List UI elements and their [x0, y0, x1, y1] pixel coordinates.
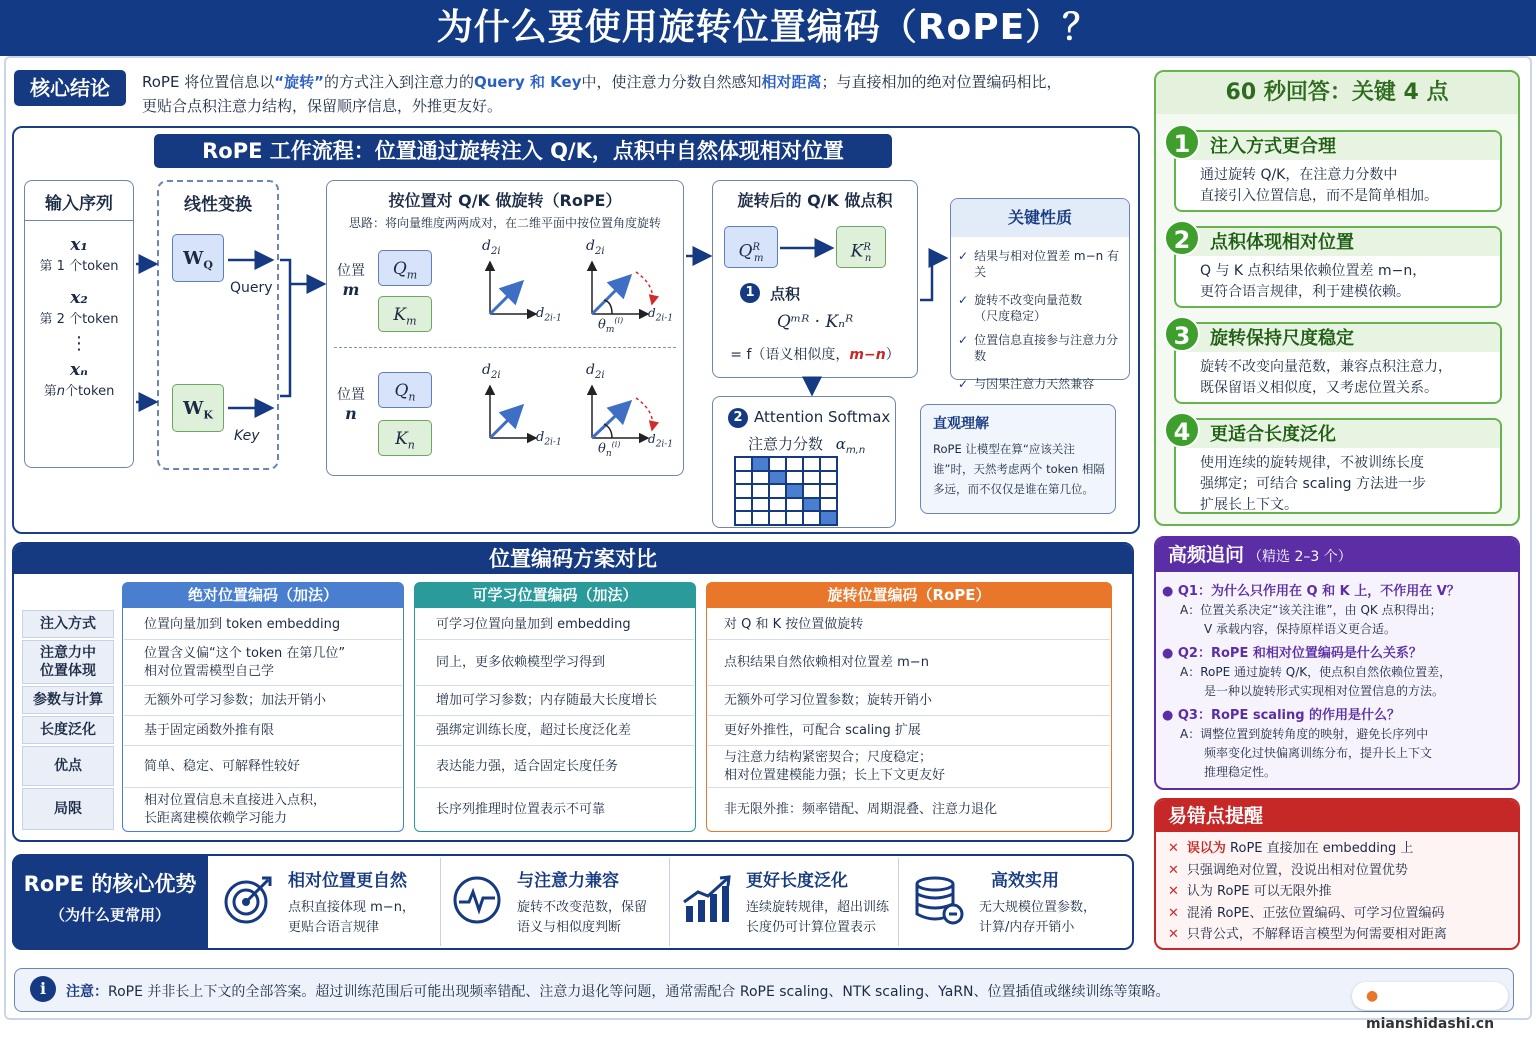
compare-cell: 与注意力结构紧密契合；尺度稳定； 相对位置建模能力强；长上下文更友好: [708, 746, 1110, 788]
intuition-title: 直观理解: [933, 416, 989, 432]
compare-cell: 增加可学习参数；内存随最大长度增长: [416, 686, 694, 716]
advantage-text: 点积直接体现 m−n，: [288, 900, 415, 915]
answer-item-text: 既保留语义相似度，又考虑位置关系。: [1200, 380, 1438, 396]
compare-cell: 长序列推理时位置表示不可靠: [436, 802, 606, 817]
kr-label: K: [850, 241, 864, 262]
theta-sub: n: [605, 448, 612, 459]
pos-m-var: m: [342, 280, 360, 299]
question-text: Q2：RoPE 和相对位置编码是什么关系？: [1177, 646, 1422, 661]
d-label: d: [648, 432, 656, 446]
advantage-title: 与注意力兼容: [517, 871, 619, 891]
answer-item: [1164, 316, 1510, 404]
intuition-text: RoPE 让模型在算“应该关注谁”时，天然考虑两个 token 相隔多远，而不仅仅是谁在第几位。: [933, 442, 1105, 496]
compare-cell: 无额外可学习位置参数；旋转开销小: [708, 686, 1110, 716]
compare-cell: 点积结果自然依赖相对位置差 m−n: [708, 640, 1110, 686]
step2-badge: 2: [728, 408, 748, 428]
answer-item-text: 强绑定；可结合 scaling 方法进一步: [1200, 476, 1427, 492]
qn-label: Q: [394, 381, 409, 401]
bullet-icon: ●: [1162, 646, 1178, 661]
compare-row-label: 优点: [22, 746, 114, 786]
core-text-b: “旋转”: [274, 73, 324, 91]
mistake-text: RoPE 直接加在 embedding 上: [1225, 841, 1414, 856]
qm-label: Q: [392, 259, 407, 279]
mistake-item: [1168, 903, 1514, 925]
mistakes-header: 易错点提醒: [1156, 800, 1518, 832]
mistake-text: 只背公式，不解释语言模型为何需要相对距离: [1186, 927, 1447, 942]
d-sub: 2i: [490, 245, 501, 257]
advantages-header: [12, 854, 208, 950]
eq-a: = f（语义相似度，: [730, 347, 850, 363]
step-number-badge: 4: [1164, 412, 1200, 448]
followup-answer: 频率变化过快偏离训练分布，提升长上下文: [1204, 746, 1433, 760]
theta-label: θ: [598, 441, 606, 457]
note-label: 注意：: [66, 984, 108, 1000]
advantage-title: 相对位置更自然: [288, 871, 407, 891]
followup-answer: V 承载内容，保持原样语义更合适。: [1204, 622, 1397, 636]
mistake-item: [1168, 860, 1514, 882]
growth-chart-icon: [680, 874, 736, 930]
token-2-label: 第 2 个token: [39, 312, 119, 327]
question-text: Q1：为什么只作用在 Q 和 K 上，不作用在 V？: [1177, 584, 1460, 599]
properties-title: 关键性质: [951, 199, 1129, 237]
mistake-emphasis: 误以为: [1186, 841, 1226, 856]
advantages-title: RoPE 的核心优势: [23, 872, 197, 896]
advantage-item: [441, 858, 670, 946]
mistake-text: 混淆 RoPE、正弦位置编码、可学习位置编码: [1186, 905, 1445, 921]
compare-header: 位置编码方案对比: [14, 544, 1132, 574]
mistake-item: [1168, 838, 1514, 860]
pos-m-word: 位置: [337, 263, 365, 279]
answer-item: [1164, 124, 1510, 212]
answer-item-text: 旋转不改变向量范数，兼容点积注意力，: [1200, 359, 1452, 375]
compare-cell: 无额外可学习参数；加法开销小: [124, 686, 402, 716]
d-sub: 2i-1: [655, 313, 674, 324]
followup-subtitle: （精选 2–3 个）: [1248, 549, 1352, 565]
rotation-arcs: [604, 272, 653, 438]
compare-column-header: 绝对位置编码（加法）: [122, 582, 404, 608]
question-text: Q3：RoPE scaling 的作用是什么？: [1177, 708, 1401, 723]
rotate-title: 按位置对 Q/K 做旋转（RoPE）: [388, 191, 622, 210]
answer-item-title: 旋转保持尺度稳定: [1210, 328, 1354, 349]
mistake-text: 只强调绝对位置，没说出相对位置优势: [1186, 862, 1408, 878]
wk-sub: K: [203, 408, 213, 422]
d-sub: 2i: [594, 369, 605, 381]
wq-sub: Q: [203, 258, 213, 272]
mistake-item: [1168, 881, 1514, 903]
compare-cell: 位置含义偏“这个 token 在第几位” 相对位置需模型自己学: [124, 640, 402, 686]
advantage-item: [899, 858, 1128, 946]
d-label: d: [536, 430, 545, 445]
d-label: d: [482, 362, 491, 378]
kn-label: K: [395, 429, 408, 449]
step-number-badge: 2: [1164, 220, 1200, 256]
cross-icon: ✕: [1168, 905, 1179, 921]
cross-icon: ✕: [1168, 862, 1179, 878]
compare-column-header: 可学习位置编码（加法）: [414, 582, 696, 608]
answer-item-text: 更符合语言规律，利于建模依赖。: [1200, 284, 1410, 300]
info-icon: i: [30, 976, 56, 1002]
check-icon: ✓: [958, 249, 969, 263]
compare-row-label: 局限: [22, 788, 114, 830]
answer-title: 60 秒回答：关键 4 点: [1156, 72, 1518, 114]
advantage-title: 高效实用: [991, 871, 1059, 891]
advantages-list: [212, 858, 1128, 946]
prop-text: 旋转不改变向量范数（尺度稳定）: [974, 293, 1083, 323]
d-label: d: [586, 362, 595, 378]
answer-item-text: Q 与 K 点积结果依赖位置差 m−n，: [1200, 263, 1427, 279]
advantage-title: 更好长度泛化: [746, 871, 848, 891]
step1-badge: 1: [740, 283, 760, 303]
compare-cell: 同上，更多依赖模型学习得到: [416, 640, 694, 686]
followup-title: 高频追问: [1168, 544, 1245, 566]
advantage-text: 计算/内存开销小: [979, 920, 1075, 935]
d-sub: 2i-1: [544, 437, 562, 448]
wq-label: W: [183, 248, 204, 269]
query-label: Query: [230, 280, 273, 296]
eq-b: m−n: [849, 347, 886, 363]
compare-cell: 强绑定训练长度，超过长度泛化差: [416, 716, 694, 746]
d-label: d: [648, 306, 656, 320]
watermark-text: mianshidashi.cn: [1366, 1016, 1495, 1032]
token-dots: ⋮: [70, 333, 88, 354]
token-n-c: 个token: [64, 384, 115, 399]
compare-cell: 表达能力强，适合固定长度任务: [416, 746, 694, 788]
softmax-title: Attention Softmax: [754, 408, 891, 426]
input-title: 输入序列: [25, 189, 133, 221]
prop-text: 与因果注意力天然兼容: [974, 377, 1095, 391]
token-x1: x₁: [70, 235, 88, 255]
d-sub: 2i-1: [655, 439, 674, 450]
alpha-symbol: α: [835, 435, 846, 453]
advantage-text: 更贴合语言规律: [288, 920, 380, 935]
rotation-vectors: [490, 276, 630, 438]
advantages-subtitle: （为什么更常用）: [49, 906, 170, 924]
core-text-line2: 更贴合点积注意力结构，保留顺序信息，外推更友好。: [142, 97, 503, 115]
note-text: [66, 981, 1336, 1001]
d-label: d: [536, 306, 545, 321]
followup-header: [1156, 538, 1518, 572]
followup-answer: 推理稳定性。: [1204, 765, 1277, 779]
qm-sub: m: [406, 268, 418, 282]
compare-cell: 可学习位置向量加到 embedding: [416, 610, 694, 640]
qr-sup: R: [752, 242, 760, 253]
compare-column-header: 旋转位置编码（RoPE）: [706, 582, 1112, 608]
flow-arrows: [136, 245, 946, 408]
compare-row-label: 长度泛化: [22, 716, 114, 744]
note-body: RoPE 并非长上下文的全部答案。超过训练范围后可能出现频率错配、注意力退化等问题，通常需配合 RoPE scaling、NTK scaling、YaRN、位置插值或继续训练等策略。: [108, 984, 1170, 1000]
pos-n-word: 位置: [337, 387, 365, 403]
kn-sub: n: [407, 438, 415, 452]
followup-answer: A：位置关系决定“该关注谁”，由 QK 点积得出；: [1180, 603, 1442, 617]
advantage-text: 语义与相似度判断: [517, 920, 622, 935]
kr-sup: R: [863, 242, 871, 253]
theta-sub: m: [605, 324, 615, 335]
key-label: Key: [234, 428, 260, 444]
followup-answer: 是一种以旋转形式实现相对位置信息的方法。: [1204, 684, 1445, 698]
theta-sup: (i): [614, 316, 624, 325]
d-sub: 2i: [490, 369, 501, 381]
answer-item-title: 更适合长度泛化: [1210, 424, 1336, 445]
followup-item: [1162, 704, 1516, 780]
answer-item-text: 通过旋转 Q/K，在注意力分数中: [1200, 167, 1398, 183]
compare-row-label: 注意力中 位置体现: [22, 640, 114, 684]
page-title: 为什么要使用旋转位置编码（RoPE）？: [0, 0, 1536, 56]
database-icon: [911, 874, 967, 930]
cross-icon: ✕: [1168, 884, 1179, 899]
dot-formula: Qᵐᴿ · Kₙᴿ: [776, 312, 854, 332]
d-sub: 2i-1: [544, 313, 562, 324]
advantage-item: [670, 858, 899, 946]
core-text-d: Query 和 Key: [473, 73, 582, 91]
token-1-label: 第 1 个token: [39, 259, 119, 274]
d-label: d: [586, 238, 595, 254]
eq-c: ）: [885, 347, 900, 363]
advantage-text: 连续旋转规律，超出训练: [746, 900, 890, 915]
compare-cell: 位置向量加到 token embedding: [124, 610, 402, 640]
followup-item: [1162, 580, 1516, 637]
check-icon: ✓: [958, 333, 969, 347]
answer-item-text: 直接引入位置信息，而不是简单相加。: [1200, 188, 1438, 204]
answer-item-text: 使用连续的旋转规律，不被训练长度: [1200, 455, 1424, 471]
core-text-a: RoPE 将位置信息以: [142, 73, 275, 91]
softmax-sub-text: 注意力分数: [748, 435, 824, 453]
answer-item-text: 扩展长上下文。: [1200, 497, 1298, 513]
compare-table: [22, 582, 1122, 834]
answer-item: [1164, 220, 1510, 308]
prop-text: 结果与相对位置差 m−n 有关: [974, 249, 1120, 279]
step-number-badge: 3: [1164, 316, 1200, 352]
cross-icon: ✕: [1168, 841, 1179, 856]
pos-n-var: n: [345, 404, 357, 423]
mistake-text: 认为 RoPE 可以无限外推: [1186, 884, 1332, 899]
prop-text: 位置信息直接参与注意力分数: [974, 333, 1119, 363]
check-icon: ✓: [958, 377, 969, 391]
bullet-icon: ●: [1162, 708, 1178, 723]
cross-icon: ✕: [1168, 927, 1179, 942]
followup-item: [1162, 642, 1516, 699]
compare-row-label: 参数与计算: [22, 686, 114, 714]
watermark-dot: ●: [1366, 988, 1379, 1004]
check-icon: ✓: [958, 293, 969, 307]
km-label: K: [393, 305, 407, 325]
token-n-b: n: [56, 384, 65, 399]
compare-cell: 简单、稳定、可解释性较好: [124, 746, 402, 788]
token-n-a: 第: [43, 384, 57, 399]
followup-answer: A：调整位置到旋转角度的映射，避免长序列中: [1180, 727, 1429, 741]
answer-item: [1164, 412, 1510, 516]
followup-question: [1162, 580, 1516, 599]
workflow-header: RoPE 工作流程：位置通过旋转注入 Q/K，点积中自然体现相对位置: [154, 134, 892, 168]
step-number-badge: 1: [1164, 124, 1200, 160]
answer-item-title: 注入方式更合理: [1210, 136, 1336, 157]
core-text-g: ；与直接相加的绝对位置编码相比，: [821, 73, 1062, 91]
qn-sub: n: [408, 390, 416, 404]
followup-question: [1162, 704, 1516, 723]
km-sub: m: [406, 314, 417, 328]
followup-question: [1162, 642, 1516, 661]
kr-sub: n: [864, 253, 872, 265]
rotate-subtitle: 思路：将向量维度两两成对，在二维平面中按位置角度旋转: [348, 216, 661, 230]
step1-label: 点积: [770, 285, 801, 303]
theta-sup: (i): [611, 440, 621, 449]
target-icon: [222, 874, 274, 930]
compare-cell: 对 Q 和 K 按位置做旋转: [708, 610, 1110, 640]
d-sub: 2i: [594, 245, 605, 257]
d-label: d: [482, 238, 491, 254]
linear-title: 线性变换: [184, 195, 252, 215]
qr-sub: m: [753, 253, 764, 265]
advantage-text: 无大规模位置参数，: [979, 900, 1097, 915]
followup-answer: A：RoPE 通过旋转 Q/K，使点积自然依赖位置差，: [1180, 665, 1452, 679]
compare-cell: 非无限外推：频率错配、周期混叠、注意力退化: [724, 802, 998, 817]
theta-label: θ: [598, 317, 606, 333]
core-text-f: 相对距离: [761, 73, 822, 91]
advantage-item: [212, 858, 441, 946]
mistake-item: [1168, 924, 1514, 946]
compare-row-label: 注入方式: [22, 610, 114, 638]
core-text-c: 的方式注入到注意力的: [323, 73, 474, 91]
advantage-text: 长度仍可计算位置表示: [746, 920, 877, 935]
advantage-text: 旋转不改变范数，保留: [517, 900, 648, 915]
qr-label: Q: [738, 241, 753, 262]
alpha-sub: m,n: [845, 445, 866, 456]
token-x2: x₂: [70, 288, 88, 308]
core-tag: 核心结论: [14, 70, 126, 106]
pulse-icon: [451, 874, 503, 930]
dot-title: 旋转后的 Q/K 做点积: [737, 191, 893, 210]
watermark: [1352, 982, 1508, 1032]
bullet-icon: ●: [1162, 584, 1178, 599]
token-xn: xₙ: [70, 360, 88, 380]
compare-cell: 更好外推性，可配合 scaling 扩展: [708, 716, 1110, 746]
compare-cell: 基于固定函数外推有限: [124, 716, 402, 746]
wk-label: W: [183, 398, 204, 419]
mistakes-list: [1168, 838, 1514, 946]
core-text-e: 中，使注意力分数自然感知: [581, 73, 762, 91]
compare-cell: 相对位置信息未直接进入点积， 长距离建模依赖学习能力: [144, 793, 327, 826]
answer-item-title: 点积体现相对位置: [1210, 232, 1354, 253]
